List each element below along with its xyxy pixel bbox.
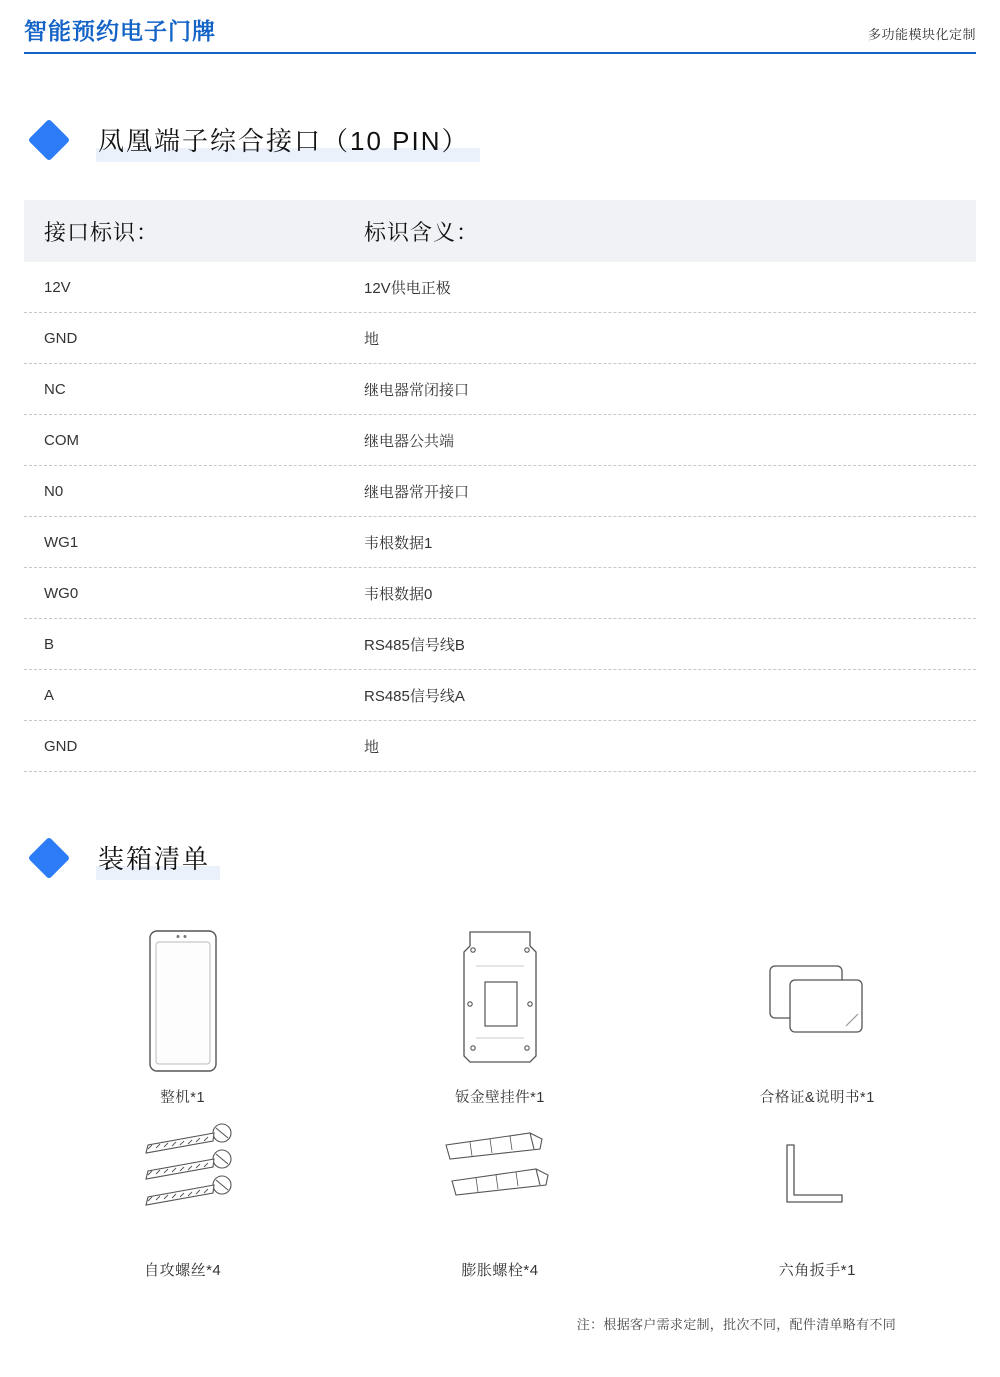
pin-meaning: 继电器常开接口 [364, 483, 470, 501]
section-phoenix-connector [24, 112, 976, 772]
pin-id: GND [44, 737, 78, 755]
certificate-manual-icon [752, 926, 882, 1076]
table-header-row [24, 200, 976, 262]
pin-meaning: 韦根数据0 [364, 585, 433, 603]
pin-meaning: 地 [364, 738, 380, 756]
page-title: 智能预约电子门牌 [24, 18, 216, 44]
pin-meaning: 12V供电正极 [364, 279, 451, 297]
pin-id: B [44, 635, 55, 653]
pin-meaning: 韦根数据1 [364, 534, 433, 552]
section-packing-list [24, 830, 976, 1333]
table-row [24, 364, 976, 415]
diamond-bullet-icon [28, 837, 70, 879]
column-header-meaning: 标识含义： [364, 219, 480, 245]
pin-id: COM [44, 431, 79, 449]
item-label: 整机*1 [160, 1090, 206, 1106]
list-item [341, 1117, 658, 1280]
pin-meaning: RS485信号线A [364, 687, 465, 705]
item-label: 六角扳手*1 [778, 1262, 856, 1279]
pin-id: WG1 [44, 533, 79, 551]
pin-id: GND [44, 329, 78, 347]
pin-id: NC [44, 380, 66, 398]
pin-definition-table [24, 200, 976, 772]
section-heading-packing [24, 830, 976, 886]
section-heading-connector [24, 112, 976, 168]
expansion-bolt-icon [430, 1117, 570, 1237]
diamond-bullet-icon [28, 119, 70, 161]
list-item [659, 926, 976, 1107]
table-row [24, 466, 976, 517]
header-subtitle: 多功能模块化定制 [867, 27, 976, 42]
pin-id: N0 [44, 482, 64, 500]
packing-list-footnote: 注：根据客户需求定制，批次不同，配件清单略有不同 [576, 1317, 896, 1332]
table-row [24, 568, 976, 619]
item-label: 自攻螺丝*4 [144, 1262, 222, 1279]
list-item [24, 926, 341, 1107]
pin-meaning: 继电器公共端 [364, 432, 455, 450]
pin-id: 12V [44, 278, 71, 296]
pin-meaning: RS485信号线B [364, 636, 465, 654]
self-tapping-screw-icon [118, 1117, 248, 1237]
table-row [24, 262, 976, 313]
item-label: 钣金壁挂件*1 [455, 1090, 545, 1106]
list-item [659, 1117, 976, 1280]
pin-id: A [44, 686, 55, 704]
packing-list-grid [24, 926, 976, 1280]
section-title-connector: 凤凰端子综合接口（10 PIN） [96, 117, 480, 164]
pin-meaning: 地 [364, 330, 380, 348]
table-row [24, 313, 976, 364]
pin-id: WG0 [44, 584, 79, 602]
table-row [24, 721, 976, 772]
section-title-packing: 装箱清单 [96, 835, 220, 882]
table-row [24, 415, 976, 466]
table-row [24, 517, 976, 568]
item-label: 膨胀螺栓*4 [461, 1262, 539, 1279]
tablet-device-icon [128, 926, 238, 1076]
pin-meaning: 继电器常闭接口 [364, 381, 470, 399]
wall-mount-bracket-icon [440, 926, 560, 1076]
hex-wrench-icon [757, 1117, 877, 1237]
list-item [24, 1117, 341, 1280]
table-row [24, 670, 976, 721]
list-item [341, 926, 658, 1107]
item-label: 合格证&说明书*1 [759, 1090, 875, 1106]
column-header-id: 接口标识： [44, 219, 160, 245]
page-header [24, 0, 976, 54]
table-row [24, 619, 976, 670]
